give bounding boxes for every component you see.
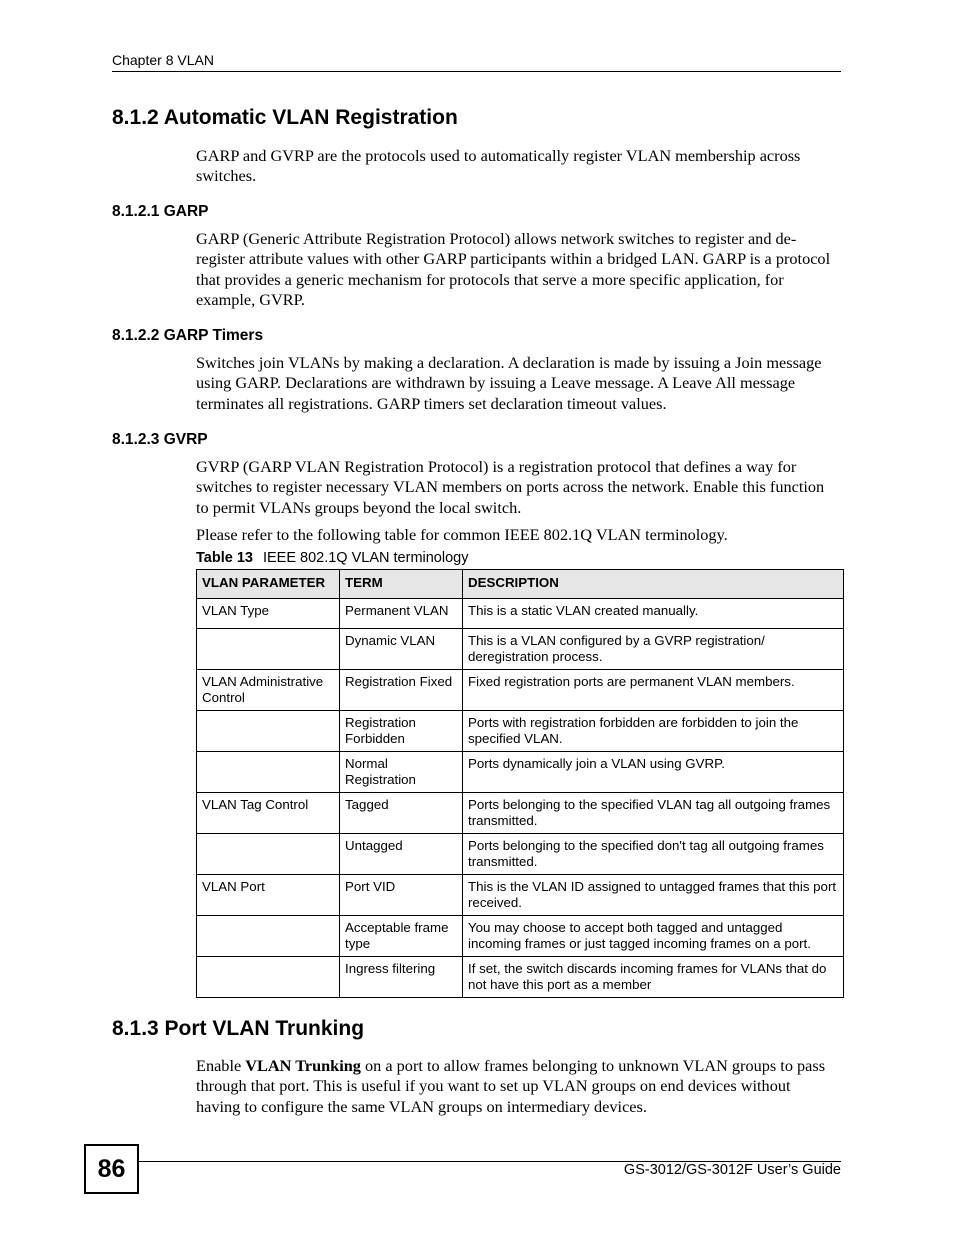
table-row [197, 875, 844, 916]
table-row [197, 834, 844, 875]
table-row [197, 711, 844, 752]
table-reference-paragraph: Please refer to the following table for common IEEE 802.1Q VLAN terminology. [196, 525, 728, 544]
cell-parameter [197, 834, 340, 875]
subsection-heading-gvrp: 8.1.2.3 GVRP [112, 431, 208, 448]
cell-term: Acceptable frame type [340, 916, 463, 957]
cell-term: Registration Fixed [340, 670, 463, 711]
section-intro-paragraph: GARP and GVRP are the protocols used to automatically register VLAN membership across switches. [196, 146, 801, 186]
cell-term: Permanent VLAN [340, 599, 463, 629]
trunking-text-post: on a port to allow frames belonging to unknown VLAN groups to pass through that port. This is useful if you want to set up VLAN groups on end devices without having to configure the same VLAN groups on intermediary devices. [196, 1056, 826, 1116]
vlan-trunking-term: VLAN Trunking [245, 1056, 361, 1075]
guide-title: GS-3012/GS-3012F User’s Guide [623, 1162, 841, 1178]
table-caption-label: Table 13 [196, 550, 253, 566]
cell-term: Tagged [340, 793, 463, 834]
cell-description: Ports dynamically join a VLAN using GVRP. [463, 752, 844, 793]
cell-parameter [197, 629, 340, 670]
table-row [197, 599, 844, 629]
garp-timers-paragraph: Switches join VLANs by making a declaration. A declaration is made by issuing a Join message using GARP. Declarations are withdrawn by issuing a Leave message. A Leave All message terminates all registrations. GARP timers set declaration timeout values. [196, 353, 822, 413]
cell-term: Ingress filtering [340, 957, 463, 998]
cell-description: You may choose to accept both tagged and untagged incoming frames or just tagged incoming frames on a port. [463, 916, 844, 957]
column-header-term: TERM [340, 570, 463, 599]
trunking-text-pre: Enable [196, 1056, 246, 1075]
cell-description: This is a VLAN configured by a GVRP registration/ deregistration process. [463, 629, 844, 670]
cell-description: Fixed registration ports are permanent VLAN members. [463, 670, 844, 711]
cell-description: This is a static VLAN created manually. [463, 599, 844, 629]
cell-term: Untagged [340, 834, 463, 875]
vlan-terminology-table [196, 569, 844, 998]
table-row [197, 957, 844, 998]
cell-parameter [197, 711, 340, 752]
garp-paragraph: GARP (Generic Attribute Registration Protocol) allows network switches to register and de-register attribute values with other GARP participants within a bridged LAN. GARP is a protocol that provides a generic mechanism for protocols that serve a more specific application, for example, GVRP. [196, 229, 831, 309]
cell-term: Dynamic VLAN [340, 629, 463, 670]
table-caption [196, 550, 468, 566]
table-header-row [197, 570, 844, 599]
cell-parameter [197, 957, 340, 998]
cell-description: Ports with registration forbidden are forbidden to join the specified VLAN. [463, 711, 844, 752]
subsection-heading-garp: 8.1.2.1 GARP [112, 203, 209, 220]
cell-term: Port VID [340, 875, 463, 916]
cell-description: Ports belonging to the specified don't tag all outgoing frames transmitted. [463, 834, 844, 875]
column-header-description: DESCRIPTION [463, 570, 844, 599]
cell-description: If set, the switch discards incoming frames for VLANs that do not have this port as a member [463, 957, 844, 998]
cell-parameter: VLAN Administrative Control [197, 670, 340, 711]
cell-term: Registration Forbidden [340, 711, 463, 752]
table-row [197, 629, 844, 670]
cell-parameter: VLAN Type [197, 599, 340, 629]
table-row [197, 916, 844, 957]
chapter-title: Chapter 8 VLAN [112, 52, 214, 68]
cell-parameter: VLAN Port [197, 875, 340, 916]
header-divider [112, 71, 841, 72]
table-row [197, 670, 844, 711]
cell-description: Ports belonging to the specified VLAN tag all outgoing frames transmitted. [463, 793, 844, 834]
subsection-heading-garp-timers: 8.1.2.2 GARP Timers [112, 327, 264, 344]
gvrp-paragraph: GVRP (GARP VLAN Registration Protocol) is a registration protocol that defines a way for switches to register necessary VLAN members on ports across the network. Enable this function to permit VLANs groups beyond the local switch. [196, 457, 825, 517]
column-header-parameter: VLAN PARAMETER [197, 570, 340, 599]
cell-description: This is the VLAN ID assigned to untagged frames that this port received. [463, 875, 844, 916]
section-heading-8-1-3: 8.1.3 Port VLAN Trunking [112, 1017, 365, 1040]
cell-parameter [197, 916, 340, 957]
cell-parameter: VLAN Tag Control [197, 793, 340, 834]
page-number: 86 [84, 1144, 139, 1194]
table-row [197, 752, 844, 793]
table-caption-text: IEEE 802.1Q VLAN terminology [262, 550, 469, 566]
cell-term: Normal Registration [340, 752, 463, 793]
cell-parameter [197, 752, 340, 793]
section-heading-8-1-2: 8.1.2 Automatic VLAN Registration [112, 106, 458, 129]
table-row [197, 793, 844, 834]
port-vlan-trunking-paragraph [196, 1056, 838, 1117]
